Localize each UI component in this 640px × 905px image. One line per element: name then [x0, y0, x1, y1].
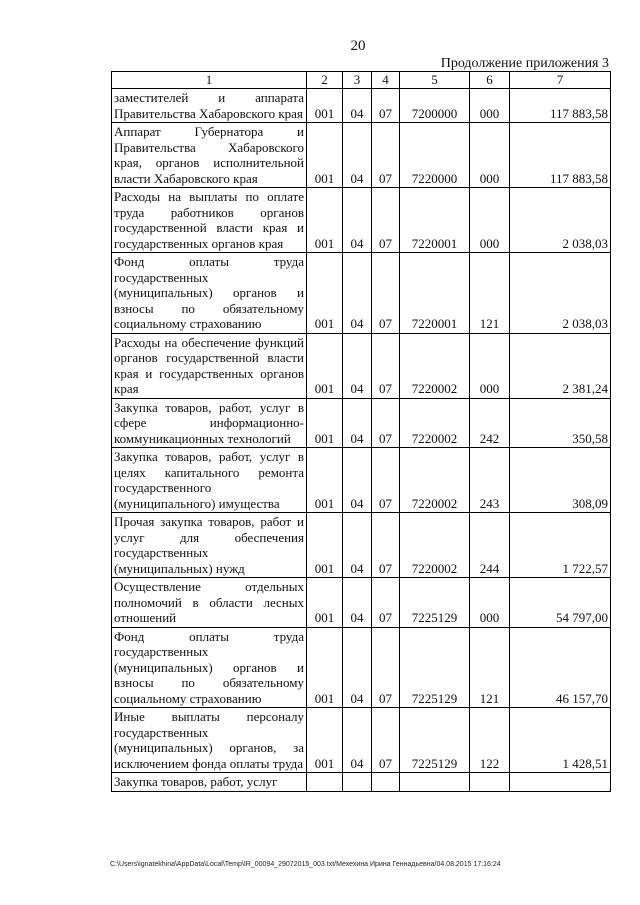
admin-code: 001 [307, 333, 343, 398]
amount: 1 428,51 [510, 708, 611, 773]
continuation-label: Продолжение приложения 3 [440, 56, 609, 71]
admin-code: 001 [307, 578, 343, 628]
target-code [400, 773, 470, 792]
subsection-code: 07 [372, 123, 400, 188]
section-code: 04 [343, 89, 372, 123]
section-code: 04 [343, 123, 372, 188]
amount: 308,09 [510, 448, 611, 513]
column-number: 7 [510, 72, 611, 89]
amount: 350,58 [510, 398, 611, 448]
column-number: 2 [307, 72, 343, 89]
row-name: Фонд оплаты труда государственных (муниципальных) органов и взносы по обязательному социальному страхованию [112, 627, 307, 708]
amount: 117 883,58 [510, 89, 611, 123]
expense-type-code: 121 [470, 627, 510, 708]
subsection-code: 07 [372, 89, 400, 123]
table-row-partial [112, 773, 611, 792]
section-code: 04 [343, 253, 372, 334]
expense-type-code: 000 [470, 123, 510, 188]
row-name: заместителей и аппарата Правительства Хабаровского края [112, 89, 307, 123]
admin-code: 001 [307, 188, 343, 253]
table-row [112, 333, 611, 398]
table-row [112, 448, 611, 513]
target-code: 7220002 [400, 398, 470, 448]
subsection-code: 07 [372, 333, 400, 398]
row-name: Закупка товаров, работ, услуг [112, 773, 307, 792]
column-number-row [112, 72, 611, 89]
section-code: 04 [343, 627, 372, 708]
row-name: Расходы на обеспечение функций органов государственной власти края и государственных органов края [112, 333, 307, 398]
subsection-code [372, 773, 400, 792]
expense-type-code: 000 [470, 333, 510, 398]
admin-code: 001 [307, 89, 343, 123]
admin-code: 001 [307, 627, 343, 708]
subsection-code: 07 [372, 513, 400, 578]
expense-type-code: 000 [470, 188, 510, 253]
amount: 2 038,03 [510, 253, 611, 334]
table-row [112, 708, 611, 773]
amount: 1 722,57 [510, 513, 611, 578]
section-code: 04 [343, 578, 372, 628]
target-code: 7225129 [400, 578, 470, 628]
row-name: Закупка товаров, работ, услуг в целях капитального ремонта государственного (муниципального) имущества [112, 448, 307, 513]
admin-code: 001 [307, 123, 343, 188]
amount: 2 381,24 [510, 333, 611, 398]
expense-type-code: 000 [470, 89, 510, 123]
amount [510, 773, 611, 792]
subsection-code: 07 [372, 627, 400, 708]
expense-type-code: 244 [470, 513, 510, 578]
amount: 46 157,70 [510, 627, 611, 708]
target-code: 7220001 [400, 253, 470, 334]
footer-file-path: C:\Users\ignatekhina\AppData\Local\Temp\IR_00094_29072015_003.txt/Мехехина Ирина Геннадьевна/04.08.2015 17:16:24 [110, 861, 501, 868]
table-row [112, 398, 611, 448]
subsection-code: 07 [372, 448, 400, 513]
row-name: Осуществление отдельных полномочий в области лесных отношений [112, 578, 307, 628]
amount: 54 797,00 [510, 578, 611, 628]
expense-type-code: 121 [470, 253, 510, 334]
admin-code: 001 [307, 513, 343, 578]
expense-type-code: 122 [470, 708, 510, 773]
column-number: 5 [400, 72, 470, 89]
column-number: 6 [470, 72, 510, 89]
column-number: 3 [343, 72, 372, 89]
expense-type-code: 000 [470, 578, 510, 628]
admin-code: 001 [307, 448, 343, 513]
section-code: 04 [343, 448, 372, 513]
table-row [112, 123, 611, 188]
budget-table [111, 71, 611, 792]
target-code: 7225129 [400, 627, 470, 708]
table-row [112, 627, 611, 708]
admin-code: 001 [307, 253, 343, 334]
target-code: 7220002 [400, 448, 470, 513]
expense-type-code: 243 [470, 448, 510, 513]
subsection-code: 07 [372, 253, 400, 334]
table-row [112, 578, 611, 628]
subsection-code: 07 [372, 398, 400, 448]
row-name: Расходы на выплаты по оплате труда работников органов государственной власти края и государственных органов края [112, 188, 307, 253]
admin-code [307, 773, 343, 792]
amount: 117 883,58 [510, 123, 611, 188]
column-number: 4 [372, 72, 400, 89]
target-code: 7220000 [400, 123, 470, 188]
amount: 2 038,03 [510, 188, 611, 253]
subsection-code: 07 [372, 188, 400, 253]
subsection-code: 07 [372, 708, 400, 773]
section-code: 04 [343, 188, 372, 253]
target-code: 7220001 [400, 188, 470, 253]
section-code: 04 [343, 513, 372, 578]
table-row [112, 513, 611, 578]
section-code: 04 [343, 708, 372, 773]
admin-code: 001 [307, 708, 343, 773]
target-code: 7200000 [400, 89, 470, 123]
table-row [112, 253, 611, 334]
target-code: 7220002 [400, 513, 470, 578]
row-name: Аппарат Губернатора и Правительства Хабаровского края, органов исполнительной власти Хабаровского края [112, 123, 307, 188]
section-code: 04 [343, 398, 372, 448]
page-number: 20 [350, 38, 366, 54]
target-code: 7225129 [400, 708, 470, 773]
section-code: 04 [343, 333, 372, 398]
expense-type-code [470, 773, 510, 792]
table-row [112, 188, 611, 253]
admin-code: 001 [307, 398, 343, 448]
row-name: Фонд оплаты труда государственных (муниципальных) органов и взносы по обязательному социальному страхованию [112, 253, 307, 334]
row-name: Прочая закупка товаров, работ и услуг для обеспечения государственных (муниципальных) нужд [112, 513, 307, 578]
target-code: 7220002 [400, 333, 470, 398]
column-number: 1 [112, 72, 307, 89]
row-name: Иные выплаты персоналу государственных (муниципальных) органов, за исключением фонда оплаты труда [112, 708, 307, 773]
expense-type-code: 242 [470, 398, 510, 448]
section-code [343, 773, 372, 792]
subsection-code: 07 [372, 578, 400, 628]
row-name: Закупка товаров, работ, услуг в сфере информационно-коммуникационных технологий [112, 398, 307, 448]
table-row [112, 89, 611, 123]
